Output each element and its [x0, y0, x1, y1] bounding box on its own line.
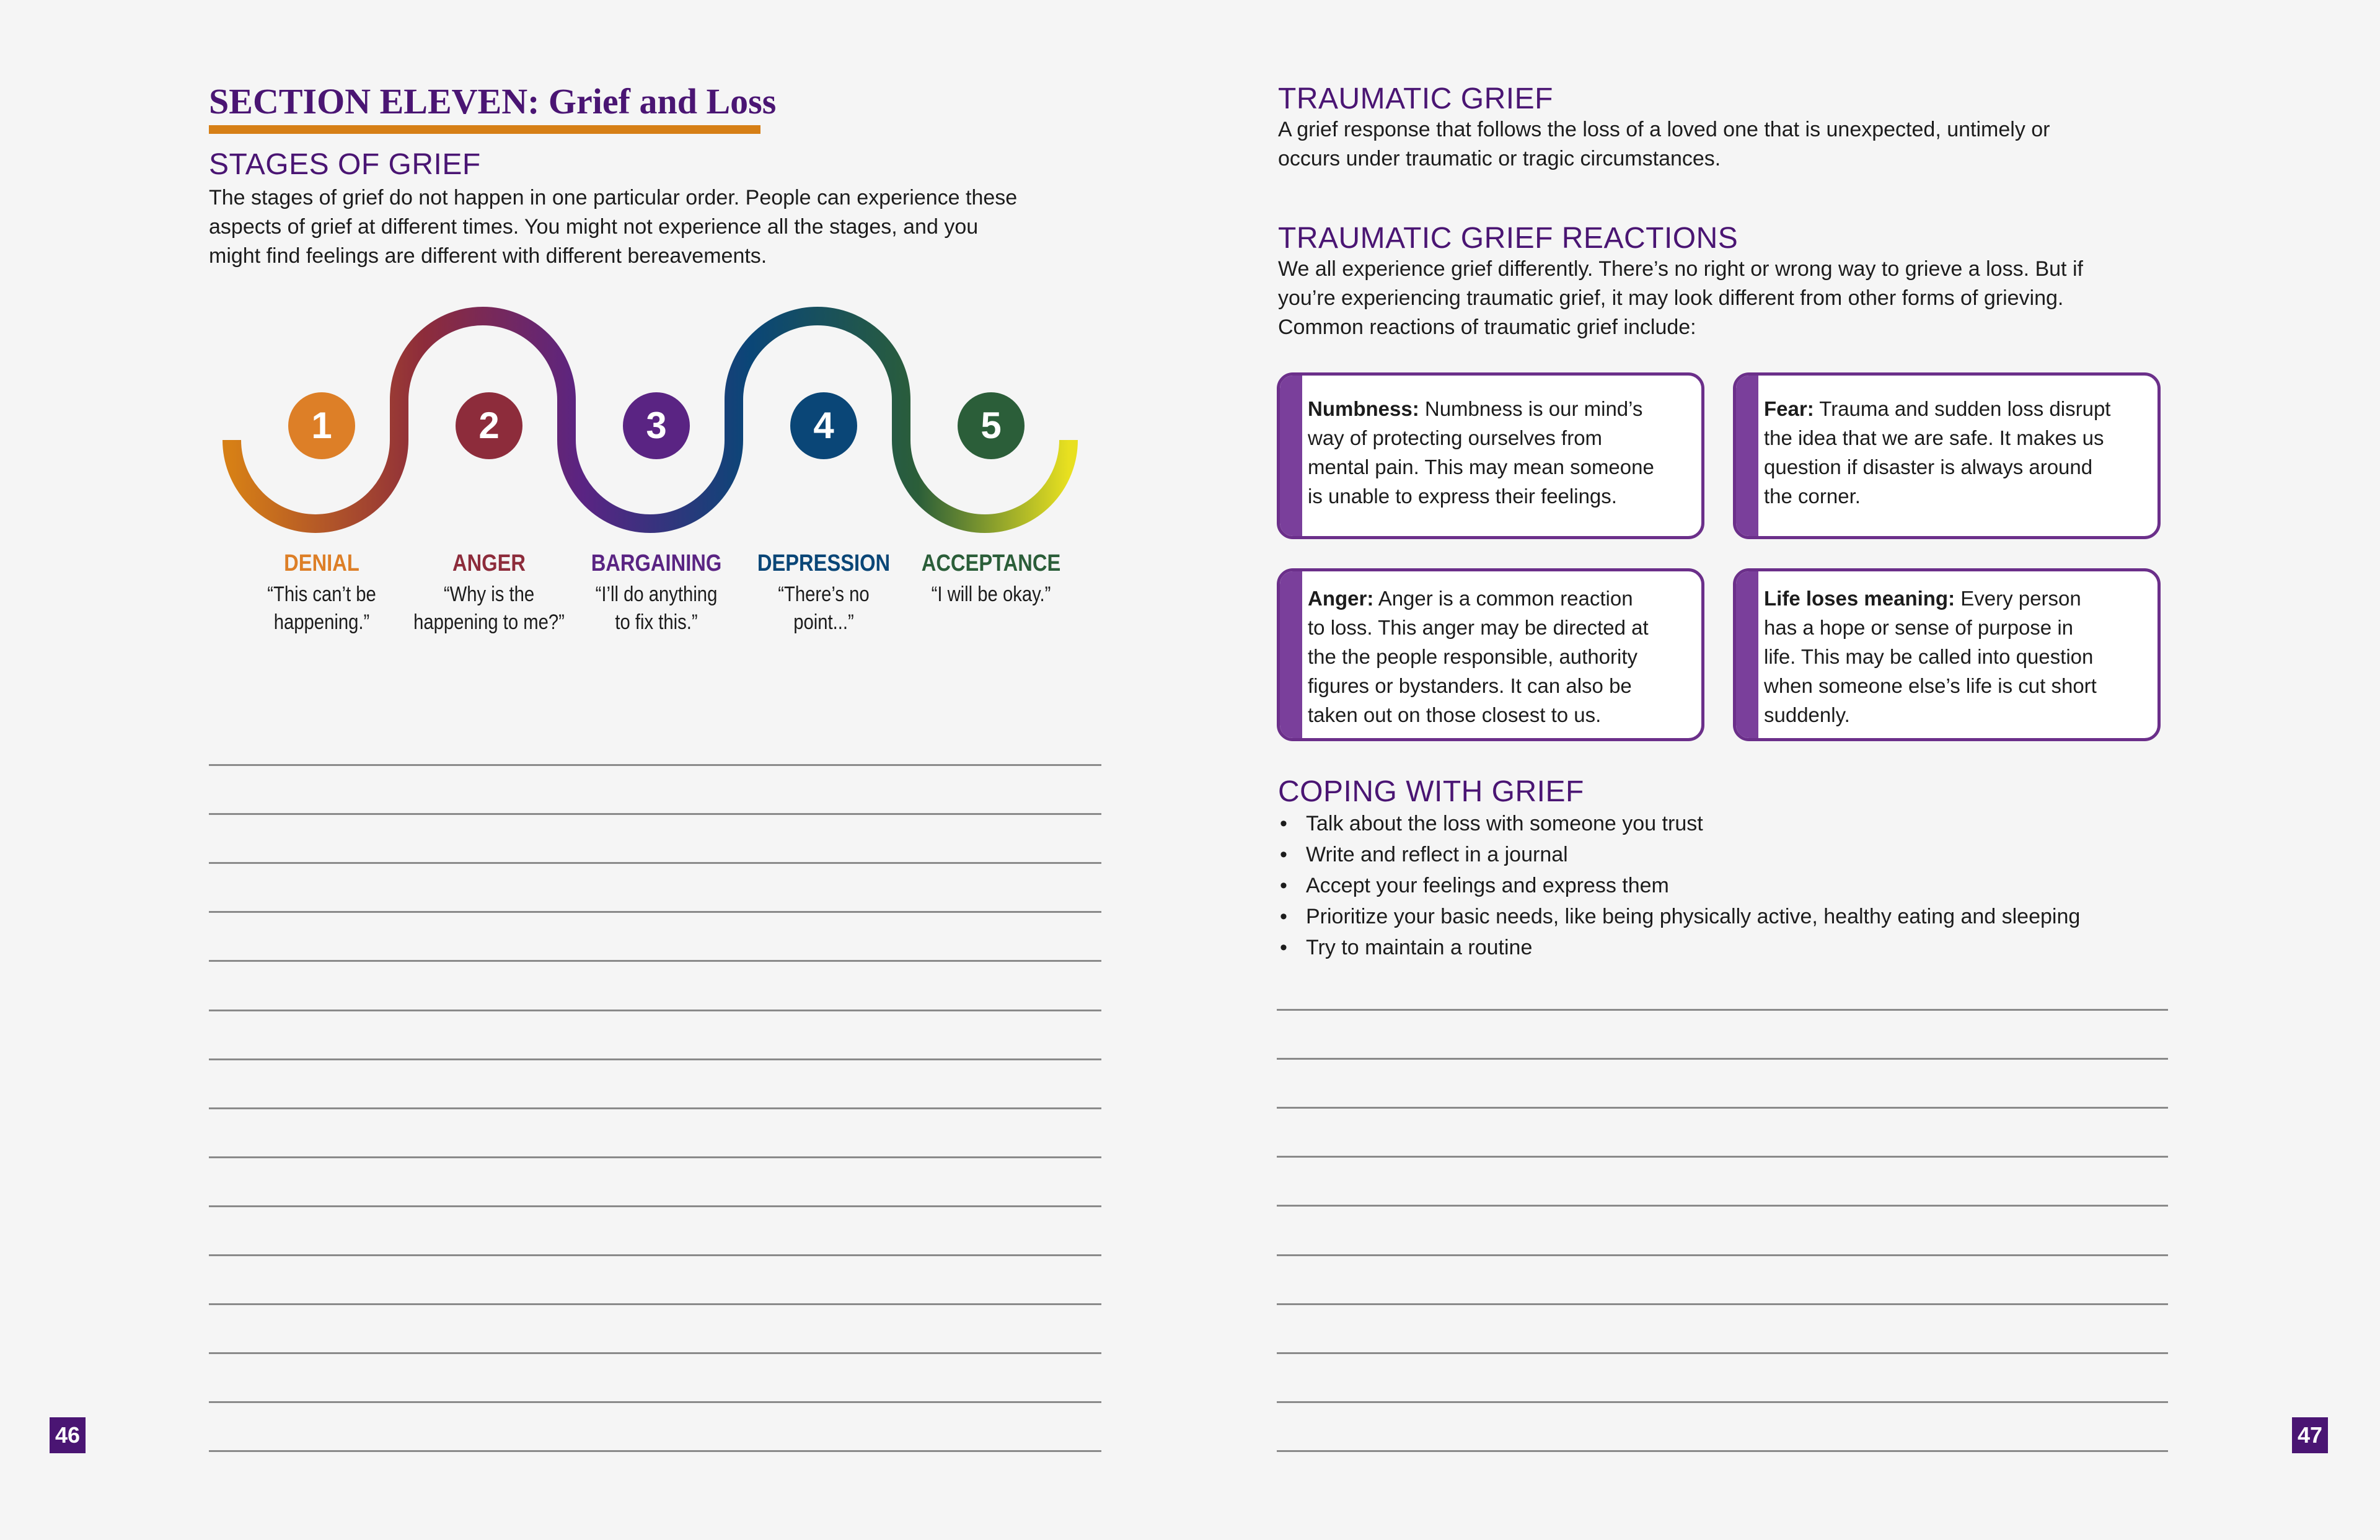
traumatic-grief-definition [1278, 115, 2208, 174]
stage-quote-line: happening.” [273, 610, 370, 634]
stage-name: DENIAL [284, 550, 359, 576]
stage-name: ACCEPTANCE [921, 550, 1061, 576]
card-term: Numbness: [1308, 397, 1419, 420]
writing-line [1277, 1352, 2168, 1354]
writing-line [209, 911, 1101, 913]
card-line: Anger is a common reaction [1373, 587, 1633, 610]
stage-number: 2 [478, 405, 500, 446]
stage-quote-line: happening to me?” [413, 610, 565, 634]
card-accent-bar [1280, 571, 1302, 738]
card-line: Trauma and sudden loss disrupt [1814, 397, 2111, 420]
card-line: suddenly. [1764, 703, 1850, 726]
writing-line [1277, 1107, 2168, 1109]
card-accent-bar [1736, 571, 1758, 738]
section-title: SECTION ELEVEN: Grief and Loss [209, 81, 777, 121]
stage-quote-line: “I will be okay.” [931, 583, 1051, 606]
stage-number: 5 [981, 405, 1002, 446]
writing-line [209, 1401, 1101, 1403]
writing-line [209, 1010, 1101, 1011]
card-line: is unable to express their feelings. [1308, 485, 1617, 508]
list-item: • Prioritize your basic needs, like being physically active, healthy eating and sleeping [1280, 901, 2080, 932]
life-loses-meaning-card [1733, 568, 2161, 741]
card-line: figures or bystanders. It can also be [1308, 674, 1632, 697]
stage-quote [242, 581, 402, 636]
stages-wave-diagram [205, 297, 1097, 545]
card-line: way of protecting ourselves from [1308, 426, 1603, 449]
writing-line [209, 1254, 1101, 1256]
stage-quote [576, 581, 736, 636]
card-term: Life loses meaning: [1764, 587, 1955, 610]
stages-intro-line: aspects of grief at different times. You might not experience all the stages, and you [209, 215, 979, 239]
writing-line [209, 1303, 1101, 1305]
list-item: • Try to maintain a routine [1280, 932, 2080, 963]
stage-name: ANGER [452, 550, 526, 576]
card-line: taken out on those closest to us. [1308, 703, 1602, 726]
writing-line [1277, 1009, 2168, 1011]
list-item: • Write and reflect in a journal [1280, 839, 2080, 870]
writing-line [1277, 1303, 2168, 1305]
stages-intro-line: The stages of grief do not happen in one particular order. People can experience these [209, 186, 1018, 209]
stage-number: 1 [311, 405, 332, 446]
writing-line [1277, 1450, 2168, 1452]
anger-card [1277, 568, 1704, 741]
reactions-heading: TRAUMATIC GRIEF REACTIONS [1278, 222, 1739, 255]
card-term: Anger: [1308, 587, 1374, 610]
card-accent-bar [1736, 376, 1758, 536]
card-line: question if disaster is always around [1764, 455, 2093, 478]
stage-name: DEPRESSION [757, 550, 891, 576]
page-number-right: 47 [2292, 1417, 2328, 1453]
stage-quote-line: to fix this.” [615, 610, 698, 634]
card-line: when someone else’s life is cut short [1764, 674, 2097, 697]
writing-line [1277, 1058, 2168, 1060]
stage-number: 3 [646, 405, 667, 446]
stage-quote [744, 581, 904, 636]
stage-quote-line: point...” [793, 610, 854, 634]
card-line: the the people responsible, authority [1308, 645, 1638, 668]
card-term: Fear: [1764, 397, 1814, 420]
writing-line [1277, 1205, 2168, 1207]
card-line: the corner. [1764, 485, 1861, 508]
card-line: Numbness is our mind’s [1419, 397, 1643, 420]
card-accent-bar [1280, 376, 1302, 536]
definition-line: A grief response that follows the loss of a loved one that is unexpected, untimely or [1278, 118, 2050, 141]
stage-quote-line: “There’s no [778, 583, 870, 606]
stages-heading: STAGES OF GRIEF [209, 148, 481, 181]
writing-line [1277, 1254, 2168, 1256]
traumatic-grief-heading: TRAUMATIC GRIEF [1278, 82, 1553, 115]
writing-line [209, 1156, 1101, 1158]
stage-quote-line: “Why is the [443, 583, 535, 606]
card-line: the idea that we are safe. It makes us [1764, 426, 2104, 449]
card-line: Every person [1955, 587, 2081, 610]
list-item: • Accept your feelings and express them [1280, 870, 2080, 901]
writing-line [209, 1058, 1101, 1060]
card-line: mental pain. This may mean someone [1308, 455, 1654, 478]
reactions-line: We all experience grief differently. There’s no right or wrong way to grieve a loss. But if [1278, 257, 2083, 281]
stage-name: BARGAINING [591, 550, 722, 576]
stages-intro [209, 183, 1114, 271]
coping-list [1280, 808, 2080, 963]
writing-line [1277, 1156, 2168, 1158]
reactions-line: you’re experiencing traumatic grief, it may look different from other forms of grieving. [1278, 286, 2064, 310]
numbness-card [1277, 372, 1704, 539]
stage-quote-line: “This can’t be [267, 583, 376, 606]
list-item: • Talk about the loss with someone you trust [1280, 808, 2080, 839]
stage-quote-line: “I’ll do anything [595, 583, 718, 606]
writing-line [209, 960, 1101, 962]
writing-line [209, 1450, 1101, 1452]
definition-line: occurs under traumatic or tragic circumstances. [1278, 147, 1721, 170]
card-line: to loss. This anger may be directed at [1308, 616, 1649, 639]
writing-line [209, 764, 1101, 766]
stage-quote [409, 581, 569, 636]
writing-line [209, 1352, 1101, 1354]
fear-card [1733, 372, 2161, 539]
reactions-line: Common reactions of traumatic grief include: [1278, 315, 1696, 339]
writing-line [209, 1107, 1101, 1109]
card-line: has a hope or sense of purpose in [1764, 616, 2074, 639]
writing-line [209, 813, 1101, 815]
stages-intro-line: might find feelings are different with different bereavements. [209, 244, 767, 268]
page-number-left: 46 [50, 1417, 86, 1453]
card-line: life. This may be called into question [1764, 645, 2094, 668]
writing-line [209, 1205, 1101, 1207]
writing-line [209, 862, 1101, 864]
stage-quote [911, 581, 1071, 609]
coping-heading: COPING WITH GRIEF [1278, 775, 1584, 808]
section-title-underline [209, 125, 760, 134]
writing-line [1277, 1401, 2168, 1403]
stage-number: 4 [813, 405, 834, 446]
reactions-intro [1278, 255, 2220, 342]
